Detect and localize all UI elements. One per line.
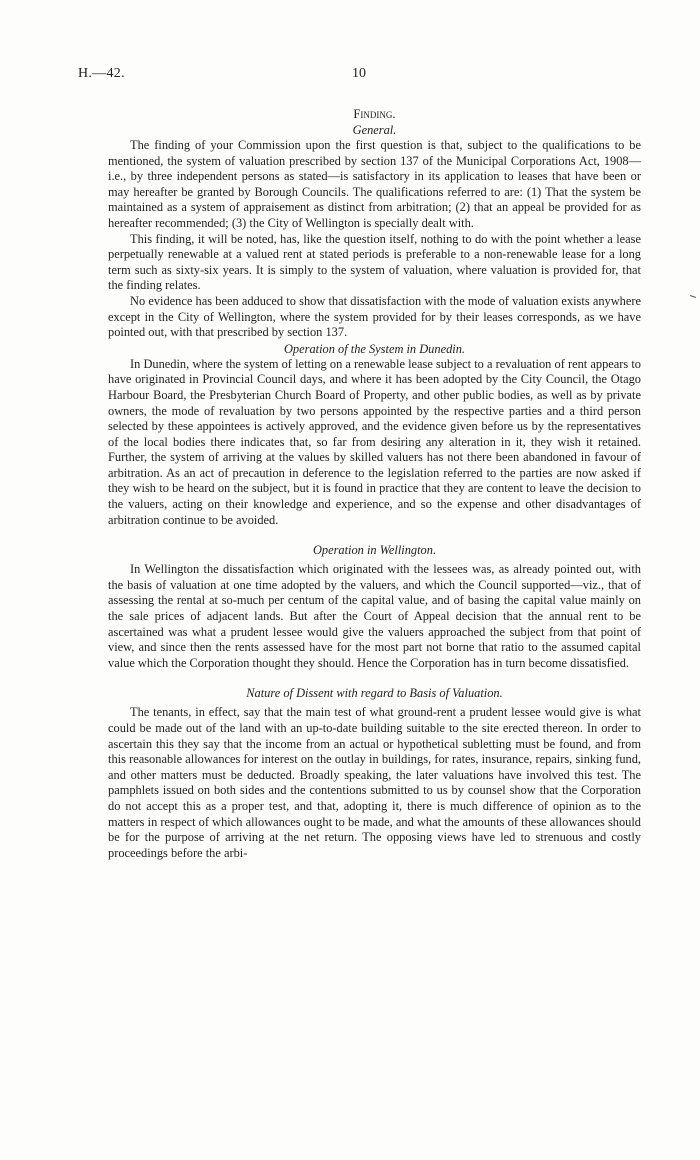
paragraph: This finding, it will be noted, has, like the question itself, nothing to do with the point whether a lease perpetually renewable at a valued rent at stated periods is preferable to a non-renewable lease for a long term such as sixty-six years. It is simply to the system of valuation, where valuation is provided for, that the finding relates. bbox=[108, 231, 641, 293]
section-heading: Finding. bbox=[353, 107, 396, 121]
margin-mark bbox=[690, 295, 696, 298]
page-number: 10 bbox=[352, 66, 366, 81]
subheading-dunedin: Operation of the System in Dunedin. bbox=[283, 341, 465, 356]
subheading-dissent: Nature of Dissent with regard to Basis of Valuation. bbox=[246, 686, 503, 701]
paragraph: No evidence has been adduced to show that dissatisfaction with the mode of valuation exists anywhere except in the City of Wellington, where the system provided for by their leases corresponds, as we have pointed out, with that prescribed by section 137. bbox=[108, 293, 641, 340]
paragraph: In Dunedin, where the system of letting on a renewable lease subject to a revaluation of rent appears to have originated in Provincial Council days, and where it has been adopted by the City Council, the Otago Harbour Board, the Presbyterian Church Board of Property, and other public bodies, as well as by private owners, the mode of revaluation by two persons appointed by the respective parties and a third person selected by these appointees is actively approved, and the evidence given before us by the representatives of the local bodies there indicates that, so far from desiring any alteration in it, they wish it retained. Further, the system of arriving at the values by skilled valuers has not there been abandoned in favour of arbitration. As an act of precaution in deference to the legislation referred to the parties are now asked if they wish to be heard on the subject, but it is found in practice that they are content to leave the decision to the valuers, acting on their knowledge and experience, and so the expense and other disadvantages of arbitration continue to be avoided. bbox=[108, 356, 641, 527]
document-code: H.—42. bbox=[78, 66, 125, 81]
subheading-general: General. bbox=[352, 123, 397, 137]
document-body bbox=[108, 106, 641, 861]
paragraph: In Wellington the dissatisfaction which originated with the lessees was, as already pointed out, with the basis of valuation at one time adopted by the valuers, and which the Council supported—viz., that of assessing the rental at so-much per centum of the capital value, and of basing the capital value mainly on the sale prices of adjacent lands. But after the Court of Appeal decision that the annual rent to be ascertained was what a prudent lessee would give the valuers approached the subject from that point of view, and since then the rents assessed have for the most part not borne that ratio to the assumed capital value which the Corporation thought they should. Hence the Corporation has in turn become dissatisfied. bbox=[108, 562, 641, 670]
paragraph: The tenants, in effect, say that the main test of what ground-rent a prudent lessee would give is what could be made out of the land with an up-to-date building suitable to the site erected thereon. In order to ascertain this they say that the income from an actual or hypothetical subletting must be found, and from this reasonable allowances for interest on the outlay in buildings, for rates, insurance, repairs, sinking fund, and other matters must be deducted. Broadly speaking, the later valuations have involved this test. The pamphlets issued on both sides and the contentions submitted to us by counsel show that the Corporation do not accept this as a proper test, and that, adopting it, there is much difference of opinion as to the matters in respect of which allowances ought to be made, and what the amounts of these allowances should be for the purpose of arriving at the net return. The opposing views have led to strenuous and costly proceedings before the arbi- bbox=[108, 705, 641, 860]
subheading-wellington: Operation in Wellington. bbox=[312, 543, 437, 558]
paragraph: The finding of your Commission upon the first question is that, subject to the qualifications to be mentioned, the system of valuation prescribed by section 137 of the Municipal Corporations Act, 1908—i.e., by three independent persons as stated—is satisfactory in its application to leases that have been or may hereafter be granted by Borough Councils. The qualifications referred to are: (1) That the system be maintained as a system of appraisement as distinct from arbitration; (2) that an appeal be provided for as hereafter recommended; (3) the City of Wellington is specially dealt with. bbox=[108, 138, 641, 230]
